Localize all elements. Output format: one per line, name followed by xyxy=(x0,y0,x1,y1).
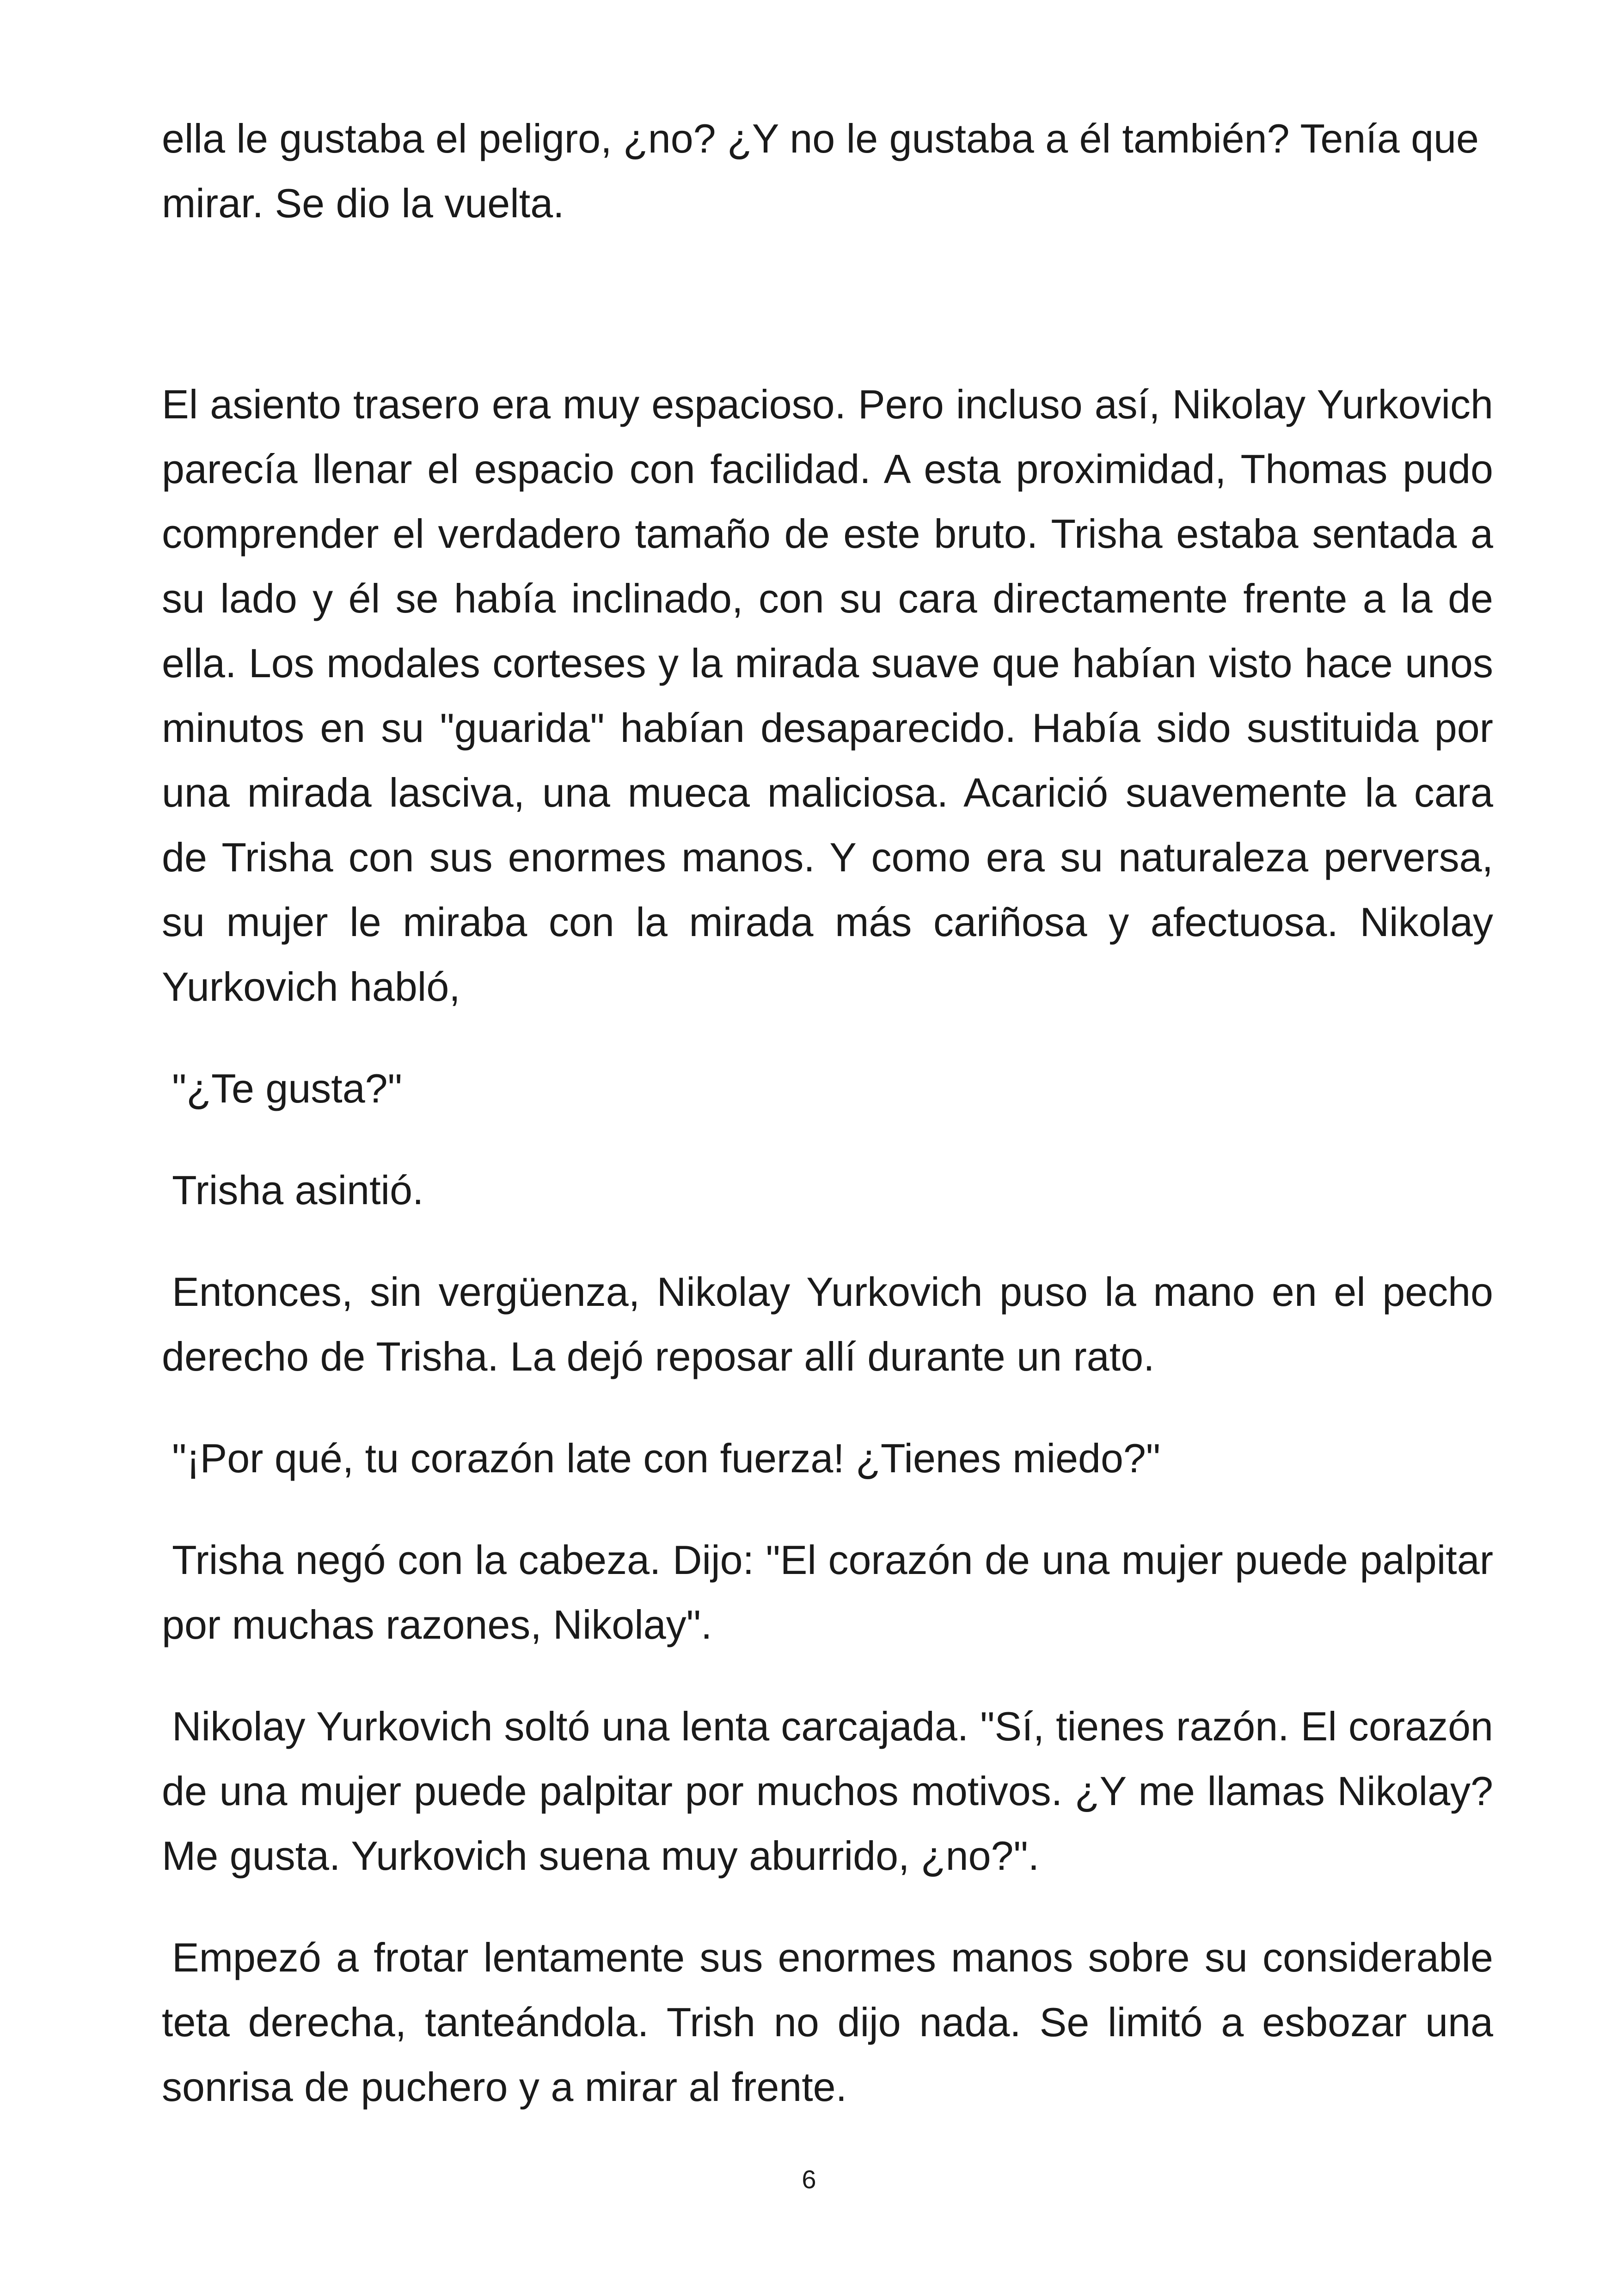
page-body xyxy=(162,106,1493,2119)
dialogue-te-gusta: "¿Te gusta?" xyxy=(172,1065,402,1111)
page-number: 6 xyxy=(802,2165,816,2194)
paragraph-carcajada: Nikolay Yurkovich soltó una lenta carcajada. "Sí, tienes razón. El corazón de una mujer puede palpitar por muchos motivos. ¿Y me llamas Nikolay? Me gusta. Yurkovich suena muy aburrido, ¿no?". xyxy=(162,1703,1493,1879)
paragraph-back-seat: El asiento trasero era muy espacioso. Pero incluso así, Nikolay Yurkovich parecía llenar el espacio con facilidad. A esta proximidad, Thomas pudo comprender el verdadero tamaño de este bruto. Trisha estaba sentada a su lado y él se había inclinado, con su cara directamente frente a la de ella. Los modales corteses y la mirada suave que habían visto hace unos minutos en su "guarida" habían desaparecido. Había sido sustituida por una mirada lasciva, una mueca maliciosa. Acarició suavemente la cara de Trisha con sus enormes manos. Y como era su naturaleza perversa, su mujer le miraba con la mirada más cariñosa y afectuosa. Nikolay Yurkovich habló, xyxy=(162,381,1493,1010)
dialogue-por-que: "¡Por qué, tu corazón late con fuerza! ¿Tienes miedo?" xyxy=(172,1435,1161,1481)
paragraph-empezo: Empezó a frotar lentamente sus enormes manos sobre su considerable teta derecha, tanteándola. Trish no dijo nada. Se limitó a esbozar una sonrisa de puchero y a mirar al frente. xyxy=(162,1935,1493,2110)
paragraph-entonces: Entonces, sin vergüenza, Nikolay Yurkovich puso la mano en el pecho derecho de Trisha. La dejó reposar allí durante un rato. xyxy=(162,1269,1493,1379)
paragraph-trisha-nego: Trisha negó con la cabeza. Dijo: "El corazón de una mujer puede palpitar por muchas razones, Nikolay". xyxy=(162,1537,1493,1647)
paragraph-trisha-asintio: Trisha asintió. xyxy=(172,1167,424,1213)
paragraph-opening: ella le gustaba el peligro, ¿no? ¿Y no le gustaba a él también? Tenía que mirar. Se dio la vuelta. xyxy=(162,116,1479,226)
